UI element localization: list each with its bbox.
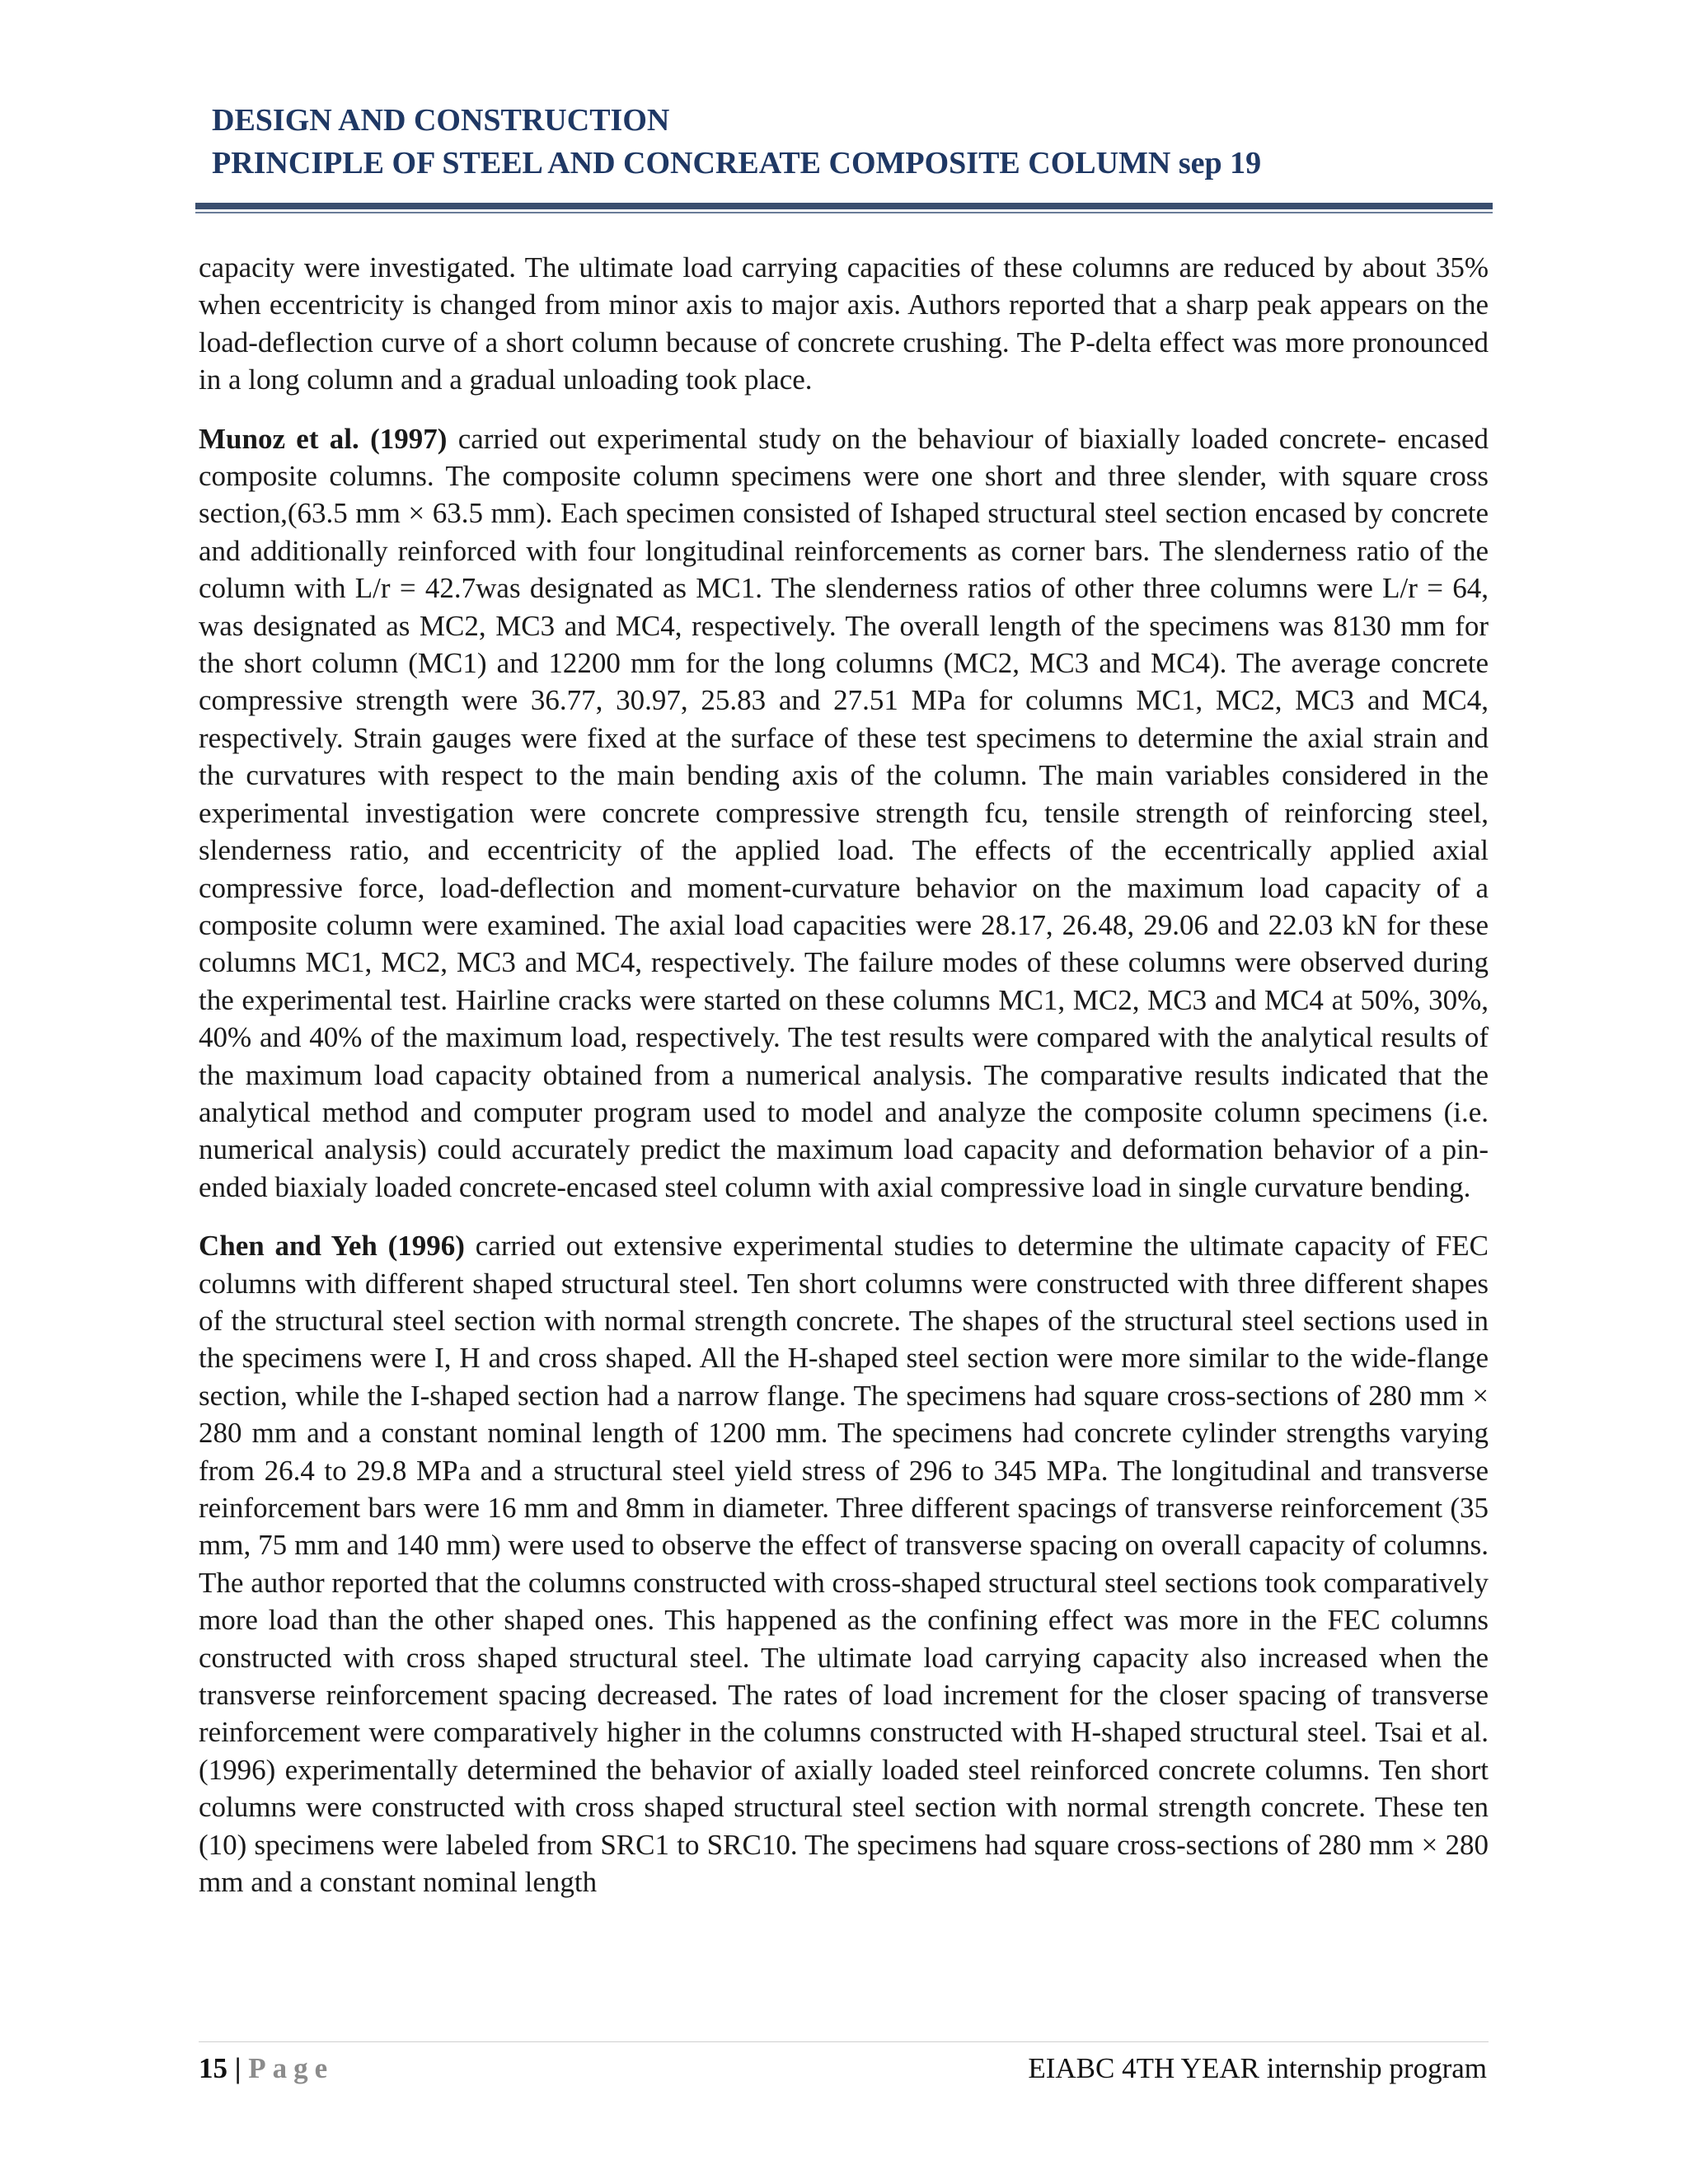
page-separator: |: [234, 2052, 241, 2084]
page-number: 15: [199, 2052, 227, 2084]
footer-program: EIABC 4TH YEAR internship program: [1028, 2052, 1487, 2084]
page-word: Page: [248, 2052, 335, 2084]
header-title-line-1: DESIGN AND CONSTRUCTION: [212, 103, 670, 138]
citation-lead: Munoz et al. (1997): [199, 422, 448, 455]
page-indicator: [199, 2050, 334, 2088]
header-divider: [195, 203, 1493, 213]
running-header: [212, 99, 1498, 185]
footer-divider: [199, 2041, 1489, 2042]
header-title-line-2: PRINCIPLE OF STEEL AND CONCREATE COMPOSITE COLUMN sep 19: [212, 146, 1262, 180]
paragraph-chen-yeh: [199, 1227, 1489, 1900]
page-footer: [199, 2050, 1487, 2088]
citation-lead: Chen and Yeh (1996): [199, 1230, 465, 1263]
paragraph-text: carried out extensive experimental studies to determine the ultimate capacity of FEC columns with different shaped structural steel. Ten short columns were constructed with three different shapes of the structural steel section with normal strength concrete. The shapes of the structural steel sections used in the specimens were I, H and cross shaped. All the H-shaped steel section were more similar to the wide-flange section, while the I-shaped section had a narrow flange. The specimens had square cross-sections of 280 mm × 280 mm and a constant nominal length of 1200 mm. The specimens had concrete cylinder strengths varying from 26.4 to 29.8 MPa and a structural steel yield stress of 296 to 345 MPa. The longitudinal and transverse reinforcement bars were 16 mm and 8mm in diameter. Three different spacings of transverse reinforcement (35 mm, 75 mm and 140 mm) were used to observe the effect of transverse spacing on overall capacity of columns. The author reported that the columns constructed with cross-shaped structural steel sections took comparatively more load than the other shaped ones. This happened as the confining effect was more in the FEC columns constructed with cross shaped structural steel. The ultimate load carrying capacity also increased when the transverse reinforcement spacing decreased. The rates of load increment for the closer spacing of transverse reinforcement were comparatively higher in the columns constructed with H-shaped structural steel. Tsai et al. (1996) experimentally determined the behavior of axially loaded steel reinforced concrete columns. Ten short columns were constructed with cross shaped structural steel section with normal strength concrete. These ten (10) specimens were labeled from SRC1 to SRC10. The specimens had square cross-sections of 280 mm × 280 mm and a constant nominal length: [199, 1230, 1489, 1899]
paragraph-text: carried out experimental study on the behaviour of biaxially loaded concrete- encased composite columns. The composite column specimens were one short and three slender, with square cross section,(63.5 mm × 63.5 mm). Each specimen consisted of Ishaped structural steel section encased by concrete and additionally reinforced with four longitudinal reinforcements as corner bars. The slenderness ratio of the column with L/r = 42.7was designated as MC1. The slenderness ratios of other three columns were L/r = 64, was designated as MC2, MC3 and MC4, respectively. The overall length of the specimens was 8130 mm for the short column (MC1) and 12200 mm for the long columns (MC2, MC3 and MC4). The average concrete compressive strength were 36.77, 30.97, 25.83 and 27.51 MPa for columns MC1, MC2, MC3 and MC4, respectively. Strain gauges were fixed at the surface of these test specimens to determine the axial strain and the curvatures with respect to the main bending axis of the column. The main variables considered in the experimental investigation were concrete compressive strength fcu, tensile strength of reinforcing steel, slenderness ratio, and eccentricity of the applied load. The effects of the eccentrically applied axial compressive force, load-deflection and moment-curvature behavior on the maximum load capacity of a composite column were examined. The axial load capacities were 28.17, 26.48, 29.06 and 22.03 kN for these columns MC1, MC2, MC3 and MC4, respectively. The failure modes of these columns were observed during the experimental test. Hairline cracks were started on these columns MC1, MC2, MC3 and MC4 at 50%, 30%, 40% and 40% of the maximum load, respectively. The test results were compared with the analytical results of the maximum load capacity obtained from a numerical analysis. The comparative results indicated that the analytical method and computer program used to model and analyze the composite column specimens (i.e. numerical analysis) could accurately predict the maximum load capacity and deformation behavior of a pin-ended biaxialy loaded concrete-encased steel column with axial compressive load in single curvature bending.: [199, 422, 1489, 1203]
paragraph-munoz: [199, 420, 1489, 1207]
paragraph-continuation: [199, 249, 1489, 399]
paragraph-text: capacity were investigated. The ultimate load carrying capacities of these columns are reduced by about 35% when eccentricity is changed from minor axis to major axis. Authors reported that a sharp peak appears on the load-deflection curve of a short column because of concrete crushing. The P-delta effect was more pronounced in a long column and a gradual unloading took place.: [199, 251, 1489, 396]
body-text: [199, 249, 1489, 1922]
